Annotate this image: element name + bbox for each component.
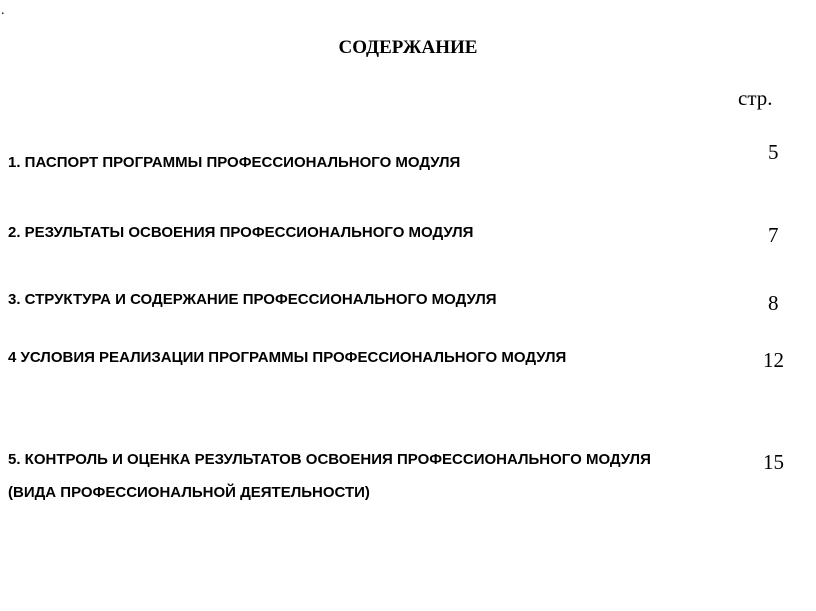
page-column-label: стр. — [738, 86, 773, 110]
toc-entry-3[interactable]: 3. СТРУКТУРА И СОДЕРЖАНИЕ ПРОФЕССИОНАЛЬНОГО МОДУЛЯ — [8, 291, 497, 308]
toc-page-5: 15 — [763, 450, 784, 474]
toc-entry-4[interactable]: 4 УСЛОВИЯ РЕАЛИЗАЦИИ ПРОГРАММЫ ПРОФЕССИОНАЛЬНОГО МОДУЛЯ — [8, 349, 567, 366]
toc-page-1: 5 — [768, 140, 779, 164]
toc-page-3: 8 — [768, 291, 779, 315]
toc-entry-5[interactable]: 5. КОНТРОЛЬ И ОЦЕНКА РЕЗУЛЬТАТОВ ОСВОЕНИЯ ПРОФЕССИОНАЛЬНОГО МОДУЛЯ (ВИДА ПРОФЕССИОНАЛЬНОЙ ДЕЯТЕЛЬНОСТИ) — [8, 451, 651, 501]
toc-entry-1[interactable]: 1. ПАСПОРТ ПРОГРАММЫ ПРОФЕССИОНАЛЬНОГО МОДУЛЯ — [8, 154, 461, 171]
toc-page-4: 12 — [763, 348, 784, 372]
toc-entry-2[interactable]: 2. РЕЗУЛЬТАТЫ ОСВОЕНИЯ ПРОФЕССИОНАЛЬНОГО МОДУЛЯ — [8, 224, 474, 241]
toc-title: СОДЕРЖАНИЕ — [338, 37, 478, 58]
toc-page-2: 7 — [768, 223, 779, 247]
stray-mark: . — [1, 3, 5, 18]
